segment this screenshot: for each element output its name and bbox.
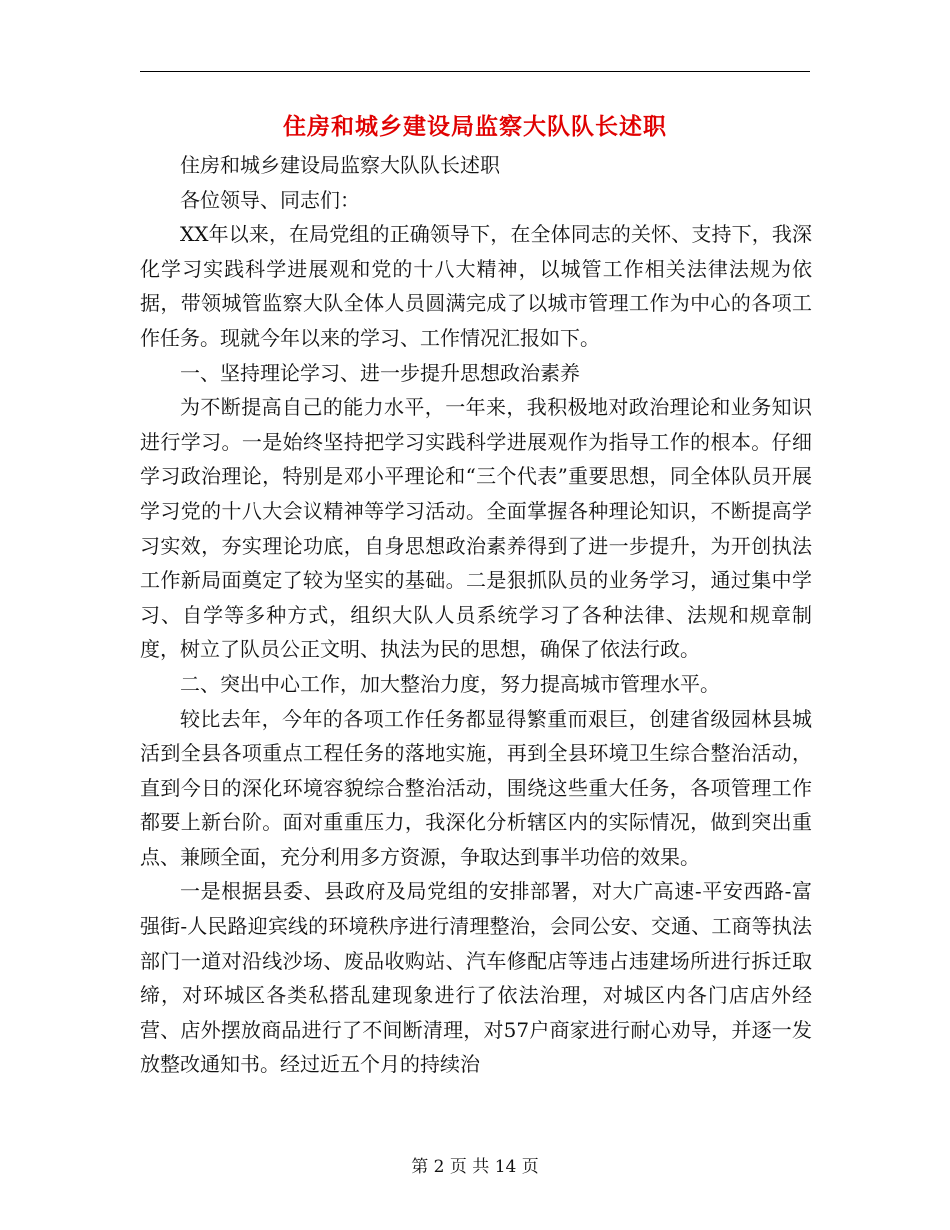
page-number: 第 2 页 共 14 页	[411, 1157, 539, 1177]
paragraph: 为不断提高自己的能力水平，一年来，我积极地对政治理论和业务知识进行学习。一是始终坚持把学习实践科学进展观作为指导工作的根本。仔细学习政治理论，特别是邓小平理论和“三个代表”重要思想，同全体队员开展学习党的十八大会议精神等学习活动。全面掌握各种理论知识，不断提高学习实效，夯实理论功底，自身思想政治素养得到了进一步提升，为开创执法工作新局面奠定了较为坚实的基础。二是狠抓队员的业务学习，通过集中学习、自学等多种方式，组织大队人员系统学习了各种法律、法规和规章制度，树立了队员公正文明、执法为民的思想，确保了依法行政。	[140, 395, 812, 662]
document-title: 住房和城乡建设局监察大队队长述职	[283, 113, 667, 140]
section-heading: 一、坚持理论学习、进一步提升思想政治素养	[180, 360, 580, 385]
section-heading: 二、突出中心工作，加大整治力度，努力提高城市管理水平。	[180, 671, 720, 696]
paragraph: 住房和城乡建设局监察大队队长述职	[180, 153, 500, 177]
paragraph: XX年以来，在局党组的正确领导下，在全体同志的关怀、支持下，我深化学习实践科学进展观和党的十八大精神，以城管工作相关法律法规为依据，带领城管监察大队全体人员圆满完成了以城市管理工作为中心的各项工作任务。现就今年以来的学习、工作情况汇报如下。	[140, 222, 812, 350]
document-body	[140, 148, 812, 1082]
paragraph: 一是根据县委、县政府及局党组的安排部署，对大广高速-平安西路-富强街-人民路迎宾线的环境秩序进行清理整治，会同公安、交通、工商等执法部门一道对沿线沙场、废品收购站、汽车修配店等违占违建场所进行拆迁取缔，对环城区各类私搭乱建现象进行了依法治理，对城区内各门店店外经营、店外摆放商品进行了不间断清理，对57户商家进行耐心劝导，并逐一发放整改通知书。经过近五个月的持续治	[140, 879, 812, 1077]
paragraph: 各位领导、同志们：	[180, 187, 360, 212]
header-rule	[140, 71, 810, 72]
paragraph: 较比去年，今年的各项工作任务都显得繁重而艰巨，创建省级园林县城活到全县各项重点工程任务的落地实施，再到全县环境卫生综合整治活动，直到今日的深化环境容貌综合整治活动，围绕这些重大任务，各项管理工作都要上新台阶。面对重重压力，我深化分析辖区内的实际情况，做到突出重点、兼顾全面，充分利用多方资源，争取达到事半功倍的效果。	[140, 706, 812, 869]
